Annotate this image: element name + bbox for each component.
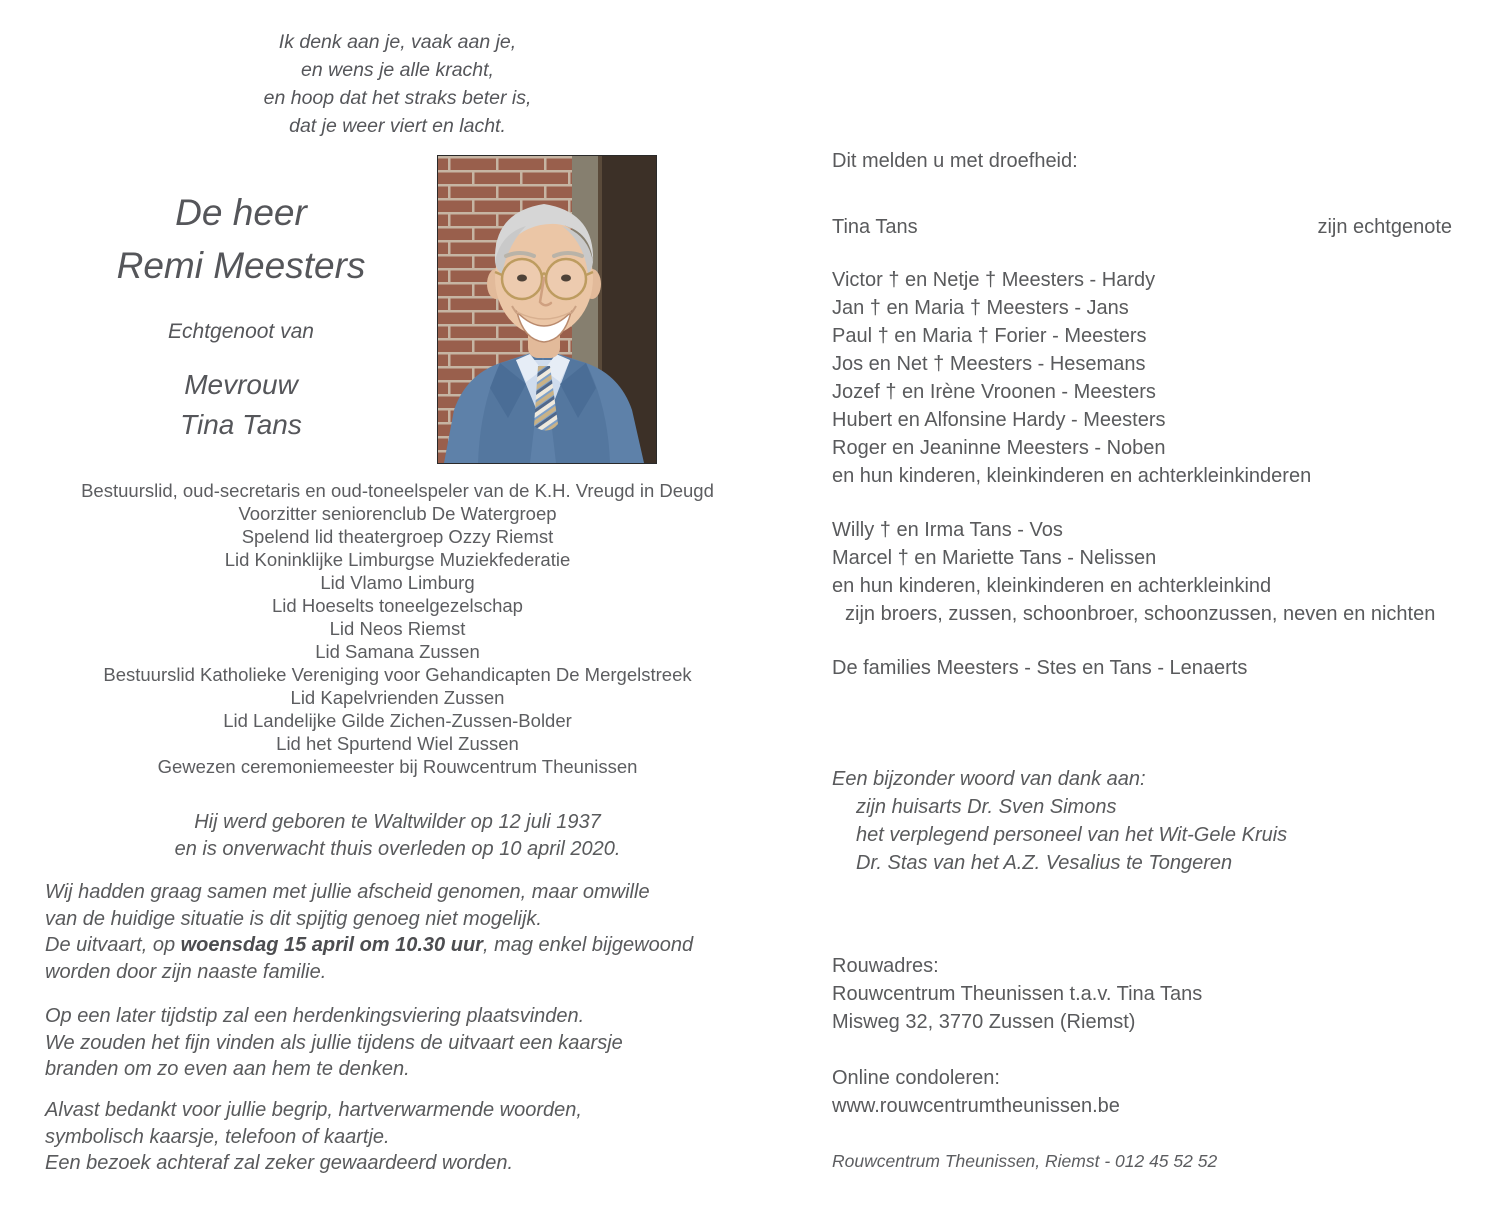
portrait-photo xyxy=(437,155,657,464)
funeral-prefix: De uitvaart, op xyxy=(45,934,181,956)
membership-line: Lid Hoeselts toneelgezelschap xyxy=(272,595,523,616)
funeral-date-line xyxy=(45,932,750,959)
membership-line: Bestuurslid, oud-secretaris en oud-toneelspeler van de K.H. Vreugd in Deugd xyxy=(81,480,714,501)
poem-line: en wens je alle kracht, xyxy=(301,59,494,81)
funeral-suffix: , mag enkel bijgewoond xyxy=(482,934,694,956)
funeral-date-bold: woensdag 15 april om 10.30 uur xyxy=(180,934,483,956)
announcing-spouse-name: Tina Tans xyxy=(832,216,918,238)
family-member-line: Hubert en Alfonsine Hardy - Meesters xyxy=(832,409,1166,431)
thanks-item: Dr. Stas van het A.Z. Vesalius te Tongeren xyxy=(856,852,1233,874)
family-member-line: Paul † en Maria † Forier - Meesters xyxy=(832,325,1147,347)
mourning-address-lines xyxy=(832,980,1452,1036)
funeral-home-footer: Rouwcentrum Theunissen, Riemst - 012 45 52 52 xyxy=(832,1151,1218,1171)
message-line: branden om zo even aan hem te denken. xyxy=(45,1058,410,1080)
thanks-item: het verplegend personeel van het Wit-Gele Kruis xyxy=(856,824,1288,846)
condolence-section xyxy=(832,1064,1452,1120)
membership-line: Bestuurslid Katholieke Vereniging voor Gehandicapten De Mergelstreek xyxy=(103,664,692,685)
message-line: symbolisch kaarsje, telefoon of kaartje. xyxy=(45,1125,390,1148)
family-member-line: Jan † en Maria † Meesters - Jans xyxy=(832,297,1129,319)
right-column xyxy=(832,0,1452,1214)
thanks-header: Een bijzonder woord van dank aan: xyxy=(832,768,1146,790)
family-member-line: Willy † en Irma Tans - Vos xyxy=(832,519,1063,541)
thanks-section xyxy=(832,765,1452,877)
families-line: De families Meesters - Stes en Tans - Lenaerts xyxy=(832,657,1248,679)
life-dates-line: en is onverwacht thuis overleden op 10 april 2020. xyxy=(174,838,621,860)
portrait-photo-illustration xyxy=(438,156,656,463)
memberships-list xyxy=(45,479,750,778)
family-member-line: Roger en Jeaninne Meesters - Noben xyxy=(832,437,1166,459)
left-column xyxy=(45,0,750,1214)
membership-line: Lid Vlamo Limburg xyxy=(320,572,475,593)
family-member-line: en hun kinderen, kleinkinderen en achterkleinkind xyxy=(832,575,1272,597)
family-group-2-lines xyxy=(832,516,1452,600)
message-paragraph-1 xyxy=(45,879,750,985)
thanks-item: zijn huisarts Dr. Sven Simons xyxy=(856,796,1117,818)
message-line: van de huidige situatie is dit spijtig genoeg niet mogelijk. xyxy=(45,907,542,930)
membership-line: Lid Koninklijke Limburgse Muziekfederatie xyxy=(224,549,571,570)
family-member-line: Jos en Net † Meesters - Hesemans xyxy=(832,353,1146,375)
membership-line: Lid Samana Zussen xyxy=(315,641,480,662)
poem-line: dat je weer viert en lacht. xyxy=(289,115,506,137)
membership-line: Lid Neos Riemst xyxy=(329,618,466,639)
announcement-header: Dit melden u met droefheid: xyxy=(832,150,1078,172)
message-line: Alvast bedankt voor jullie begrip, hartverwarmende woorden, xyxy=(45,1099,582,1121)
relation-label: Echtgenoot van xyxy=(168,320,314,343)
thanks-items xyxy=(832,793,1452,877)
family-group-2 xyxy=(832,516,1452,628)
family-member-line: Jozef † en Irène Vroonen - Meesters xyxy=(832,381,1156,403)
membership-line: Gewezen ceremoniemeester bij Rouwcentrum Theunissen xyxy=(157,756,638,777)
deceased-name-block xyxy=(45,155,437,445)
deceased-title: De heer xyxy=(175,192,307,233)
funeral-continuation-line: worden door zijn naaste familie. xyxy=(45,960,327,983)
intro-row xyxy=(45,155,750,463)
life-dates-line: Hij werd geboren te Waltwilder op 12 juli 1937 xyxy=(194,811,601,833)
message-paragraph-2 xyxy=(45,1003,750,1083)
mourning-address-line: Rouwcentrum Theunissen t.a.v. Tina Tans xyxy=(832,983,1203,1005)
family-group-1 xyxy=(832,266,1452,490)
message-line: We zouden het fijn vinden als jullie tijdens de uitvaart een kaarsje xyxy=(45,1031,623,1054)
condolence-label: Online condoleren: xyxy=(832,1067,1000,1089)
announcing-spouse-role: zijn echtgenote xyxy=(1317,216,1452,238)
condolence-website: www.rouwcentrumtheunissen.be xyxy=(832,1095,1120,1117)
membership-line: Lid Kapelvrienden Zussen xyxy=(290,687,505,708)
family-member-line: Victor † en Netje † Meesters - Hardy xyxy=(832,269,1156,291)
mourning-address-label: Rouwadres: xyxy=(832,955,939,977)
family-member-line: Marcel † en Mariette Tans - Nelissen xyxy=(832,547,1157,569)
membership-line: Voorzitter seniorenclub De Watergroep xyxy=(238,503,557,524)
membership-line: Lid Landelijke Gilde Zichen-Zussen-Bolder xyxy=(223,710,572,731)
spouse-row xyxy=(832,213,1452,241)
mourning-address-line: Misweg 32, 3770 Zussen (Riemst) xyxy=(832,1011,1136,1033)
family-member-line: en hun kinderen, kleinkinderen en achterkleinkinderen xyxy=(832,465,1312,487)
life-dates xyxy=(45,809,750,863)
message-lines xyxy=(45,879,750,932)
message-line: Op een later tijdstip zal een herdenkingsviering plaatsvinden. xyxy=(45,1005,585,1027)
deceased-name: Remi Meesters xyxy=(116,245,366,286)
spouse-title: Mevrouw xyxy=(184,369,298,400)
message-line: Wij hadden graag samen met jullie afscheid genomen, maar omwille xyxy=(45,881,650,903)
membership-line: Lid het Spurtend Wiel Zussen xyxy=(276,733,519,754)
memorial-poem xyxy=(45,28,750,140)
message-line: Een bezoek achteraf zal zeker gewaardeerd worden. xyxy=(45,1152,514,1174)
membership-line: Spelend lid theatergroep Ozzy Riemst xyxy=(241,526,554,547)
mourning-address xyxy=(832,952,1452,1036)
message-paragraph-3 xyxy=(45,1097,750,1177)
relatives-note: zijn broers, zussen, schoonbroer, schoonzussen, neven en nichten xyxy=(845,603,1436,625)
poem-line: Ik denk aan je, vaak aan je, xyxy=(278,31,517,53)
spouse-name: Tina Tans xyxy=(180,409,302,440)
poem-line: en hoop dat het straks beter is, xyxy=(263,87,532,109)
